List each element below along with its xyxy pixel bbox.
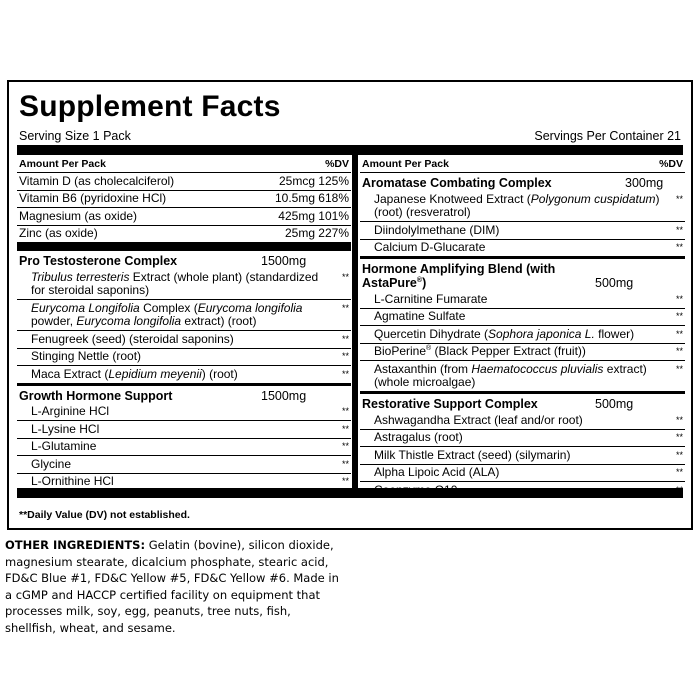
vitamin-name: Vitamin D (as cholecalciferol) bbox=[19, 173, 175, 188]
ingredient-row bbox=[360, 447, 685, 465]
dv-star: ** bbox=[675, 363, 683, 374]
ingredient-name: L-Arginine HCl bbox=[31, 404, 110, 418]
ingredient-name: L-Glutamine bbox=[31, 439, 97, 453]
group-amount: 500mg bbox=[595, 397, 634, 411]
ingredient-name: Quercetin Dihydrate (Sophora japonica L. flower) bbox=[374, 326, 635, 341]
ingredient-row bbox=[17, 269, 351, 300]
ingredient-row bbox=[360, 412, 685, 430]
ingredient-row bbox=[17, 349, 351, 367]
servings-per-container: Servings Per Container 21 bbox=[534, 129, 681, 143]
ingredient-name: Maca Extract (Lepidium meyenii) (root) bbox=[31, 366, 238, 381]
group-amount: 1500mg bbox=[261, 388, 307, 403]
group-amount: 1500mg bbox=[261, 254, 307, 268]
aromatase-heading bbox=[360, 173, 685, 191]
vitamin-row bbox=[17, 191, 351, 209]
ingredient-row bbox=[17, 331, 351, 349]
other-ingredients-text: Gelatin (bovine), silicon dioxide, magnesium stearate, dicalcium phosphate, stearic acid, FD&C Blue #1, FD&C Yellow #5, FD&C Yellow #6. Made in a cGMP and HACCP certified facility on equipment that processes milk, soy, egg, peanuts, tree nuts, fish, shellfish, wheat, and sesame. bbox=[5, 538, 339, 635]
dv-star: ** bbox=[675, 449, 683, 460]
ingredient-name: Glycine bbox=[31, 456, 72, 471]
vitamin-dv: 101% bbox=[318, 208, 349, 223]
vitamin-dv: 618% bbox=[318, 191, 349, 205]
ingredient-row bbox=[360, 222, 685, 240]
vitamin-dv: 125% bbox=[318, 173, 349, 188]
left-column bbox=[17, 155, 351, 490]
vitamin-row bbox=[17, 208, 351, 226]
dv-star: ** bbox=[341, 423, 349, 434]
column-divider bbox=[352, 155, 358, 488]
ingredient-name: L-Carnitine Fumarate bbox=[374, 291, 488, 306]
vitamin-row bbox=[17, 226, 351, 243]
ingredient-row bbox=[360, 191, 685, 222]
group-amount: 300mg bbox=[625, 176, 664, 190]
left-header-amount: Amount Per Pack bbox=[19, 158, 106, 170]
vitamin-name: Magnesium (as oxide) bbox=[19, 208, 138, 223]
bottom-divider-bar bbox=[17, 488, 683, 498]
ingredient-row bbox=[360, 291, 685, 309]
dv-star: ** bbox=[341, 458, 349, 469]
vitamin-amount: 10.5mg bbox=[274, 191, 315, 205]
ingredient-row bbox=[360, 309, 685, 327]
panel-title: Supplement Facts bbox=[19, 90, 281, 123]
other-ingredients-label: OTHER INGREDIENTS: bbox=[5, 538, 146, 552]
ingredient-row bbox=[17, 456, 351, 474]
supplement-facts-panel bbox=[7, 80, 693, 530]
ingredient-row bbox=[17, 421, 351, 439]
vitamin-amount: 25mg bbox=[284, 226, 315, 240]
dv-star: ** bbox=[341, 406, 349, 416]
ingredient-row bbox=[360, 361, 685, 391]
ingredient-name: Eurycoma Longifolia Complex (Eurycoma longifolia powder, Eurycoma longifolia extract) (root) bbox=[31, 300, 303, 328]
pro-testosterone-heading bbox=[17, 251, 351, 269]
ingredient-row bbox=[360, 430, 685, 448]
group-name: Growth Hormone Support bbox=[19, 388, 173, 403]
ingredient-row bbox=[17, 366, 351, 383]
restorative-heading bbox=[360, 394, 685, 412]
dv-star: ** bbox=[675, 346, 683, 356]
dv-star: ** bbox=[341, 271, 349, 282]
right-header bbox=[360, 155, 685, 173]
ingredient-name: Stinging Nettle (root) bbox=[31, 349, 142, 363]
ingredient-name: Alpha Lipoic Acid (ALA) bbox=[374, 465, 500, 479]
hormone-blend-heading bbox=[360, 259, 685, 291]
vitamin-row bbox=[17, 173, 351, 191]
dv-star: ** bbox=[675, 311, 683, 321]
ingredient-name: Japanese Knotweed Extract (Polygonum cuspidatum) (root) (resveratrol) bbox=[374, 191, 660, 219]
ingredient-row bbox=[17, 439, 351, 457]
ingredient-name: Astragalus (root) bbox=[374, 430, 463, 444]
vitamin-amount: 25mcg bbox=[278, 173, 315, 188]
dv-footnote: **Daily Value (DV) not established. bbox=[19, 509, 190, 521]
ingredient-row bbox=[360, 326, 685, 344]
top-divider-bar bbox=[17, 145, 683, 155]
ingredient-name: Agmatine Sulfate bbox=[374, 309, 466, 323]
ingredient-row bbox=[17, 300, 351, 331]
group-amount: 500mg bbox=[595, 276, 634, 290]
ingredient-name: Ashwagandha Extract (leaf and/or root) bbox=[374, 412, 583, 427]
vitamin-name: Zinc (as oxide) bbox=[19, 226, 98, 240]
dv-star: ** bbox=[341, 476, 349, 486]
ingredient-row bbox=[360, 240, 685, 257]
ingredient-name: Calcium D-Glucarate bbox=[374, 240, 486, 254]
growth-hormone-heading bbox=[17, 386, 351, 404]
ingredient-name: Astaxanthin (from Haematococcus pluvialis extract) (whole microalgae) bbox=[374, 361, 647, 389]
dv-star: ** bbox=[675, 414, 683, 425]
right-column bbox=[360, 155, 685, 499]
dv-star: ** bbox=[341, 441, 349, 451]
vitamin-amount: 425mg bbox=[278, 208, 315, 223]
ingredient-name: Fenugreek (seed) (steroidal saponins) bbox=[31, 331, 234, 346]
dv-star: ** bbox=[341, 302, 349, 313]
ingredient-name: Diindolylmethane (DIM) bbox=[374, 222, 500, 237]
ingredient-name: Tribulus terresteris Extract (whole plant) (standardized for steroidal saponins) bbox=[31, 269, 319, 297]
dv-star: ** bbox=[675, 193, 683, 204]
group-name: Restorative Support Complex bbox=[362, 397, 538, 411]
ingredient-row bbox=[360, 344, 685, 362]
vitamin-name: Vitamin B6 (pyridoxine HCl) bbox=[19, 191, 167, 205]
ingredient-name: L-Ornithine HCl bbox=[31, 474, 114, 488]
dv-star: ** bbox=[341, 368, 349, 379]
left-header bbox=[17, 155, 351, 173]
dv-star: ** bbox=[341, 351, 349, 361]
other-ingredients bbox=[5, 537, 345, 636]
group-name: Aromatase Combating Complex bbox=[362, 176, 552, 190]
ingredient-name: L-Lysine HCl bbox=[31, 421, 100, 436]
dv-star: ** bbox=[675, 328, 683, 339]
dv-star: ** bbox=[675, 242, 683, 252]
dv-star: ** bbox=[675, 293, 683, 304]
ingredient-row bbox=[17, 404, 351, 422]
right-header-dv: %DV bbox=[659, 158, 683, 170]
left-header-dv: %DV bbox=[325, 158, 349, 170]
dv-star: ** bbox=[675, 432, 683, 442]
vitamin-dv: 227% bbox=[318, 226, 349, 240]
dv-star: ** bbox=[675, 467, 683, 477]
group-name: Hormone Amplifying Blend (with AstaPure®) bbox=[362, 262, 556, 290]
ingredient-name: Milk Thistle Extract (seed) (silymarin) bbox=[374, 447, 571, 462]
section-bar bbox=[17, 242, 351, 251]
ingredient-row bbox=[360, 465, 685, 483]
group-name: Pro Testosterone Complex bbox=[19, 254, 178, 268]
ingredient-name: BioPerine® (Black Pepper Extract (fruit)) bbox=[374, 344, 586, 358]
dv-star: ** bbox=[341, 333, 349, 344]
serving-size: Serving Size 1 Pack bbox=[19, 129, 131, 143]
right-header-amount: Amount Per Pack bbox=[362, 158, 449, 170]
dv-star: ** bbox=[675, 224, 683, 235]
